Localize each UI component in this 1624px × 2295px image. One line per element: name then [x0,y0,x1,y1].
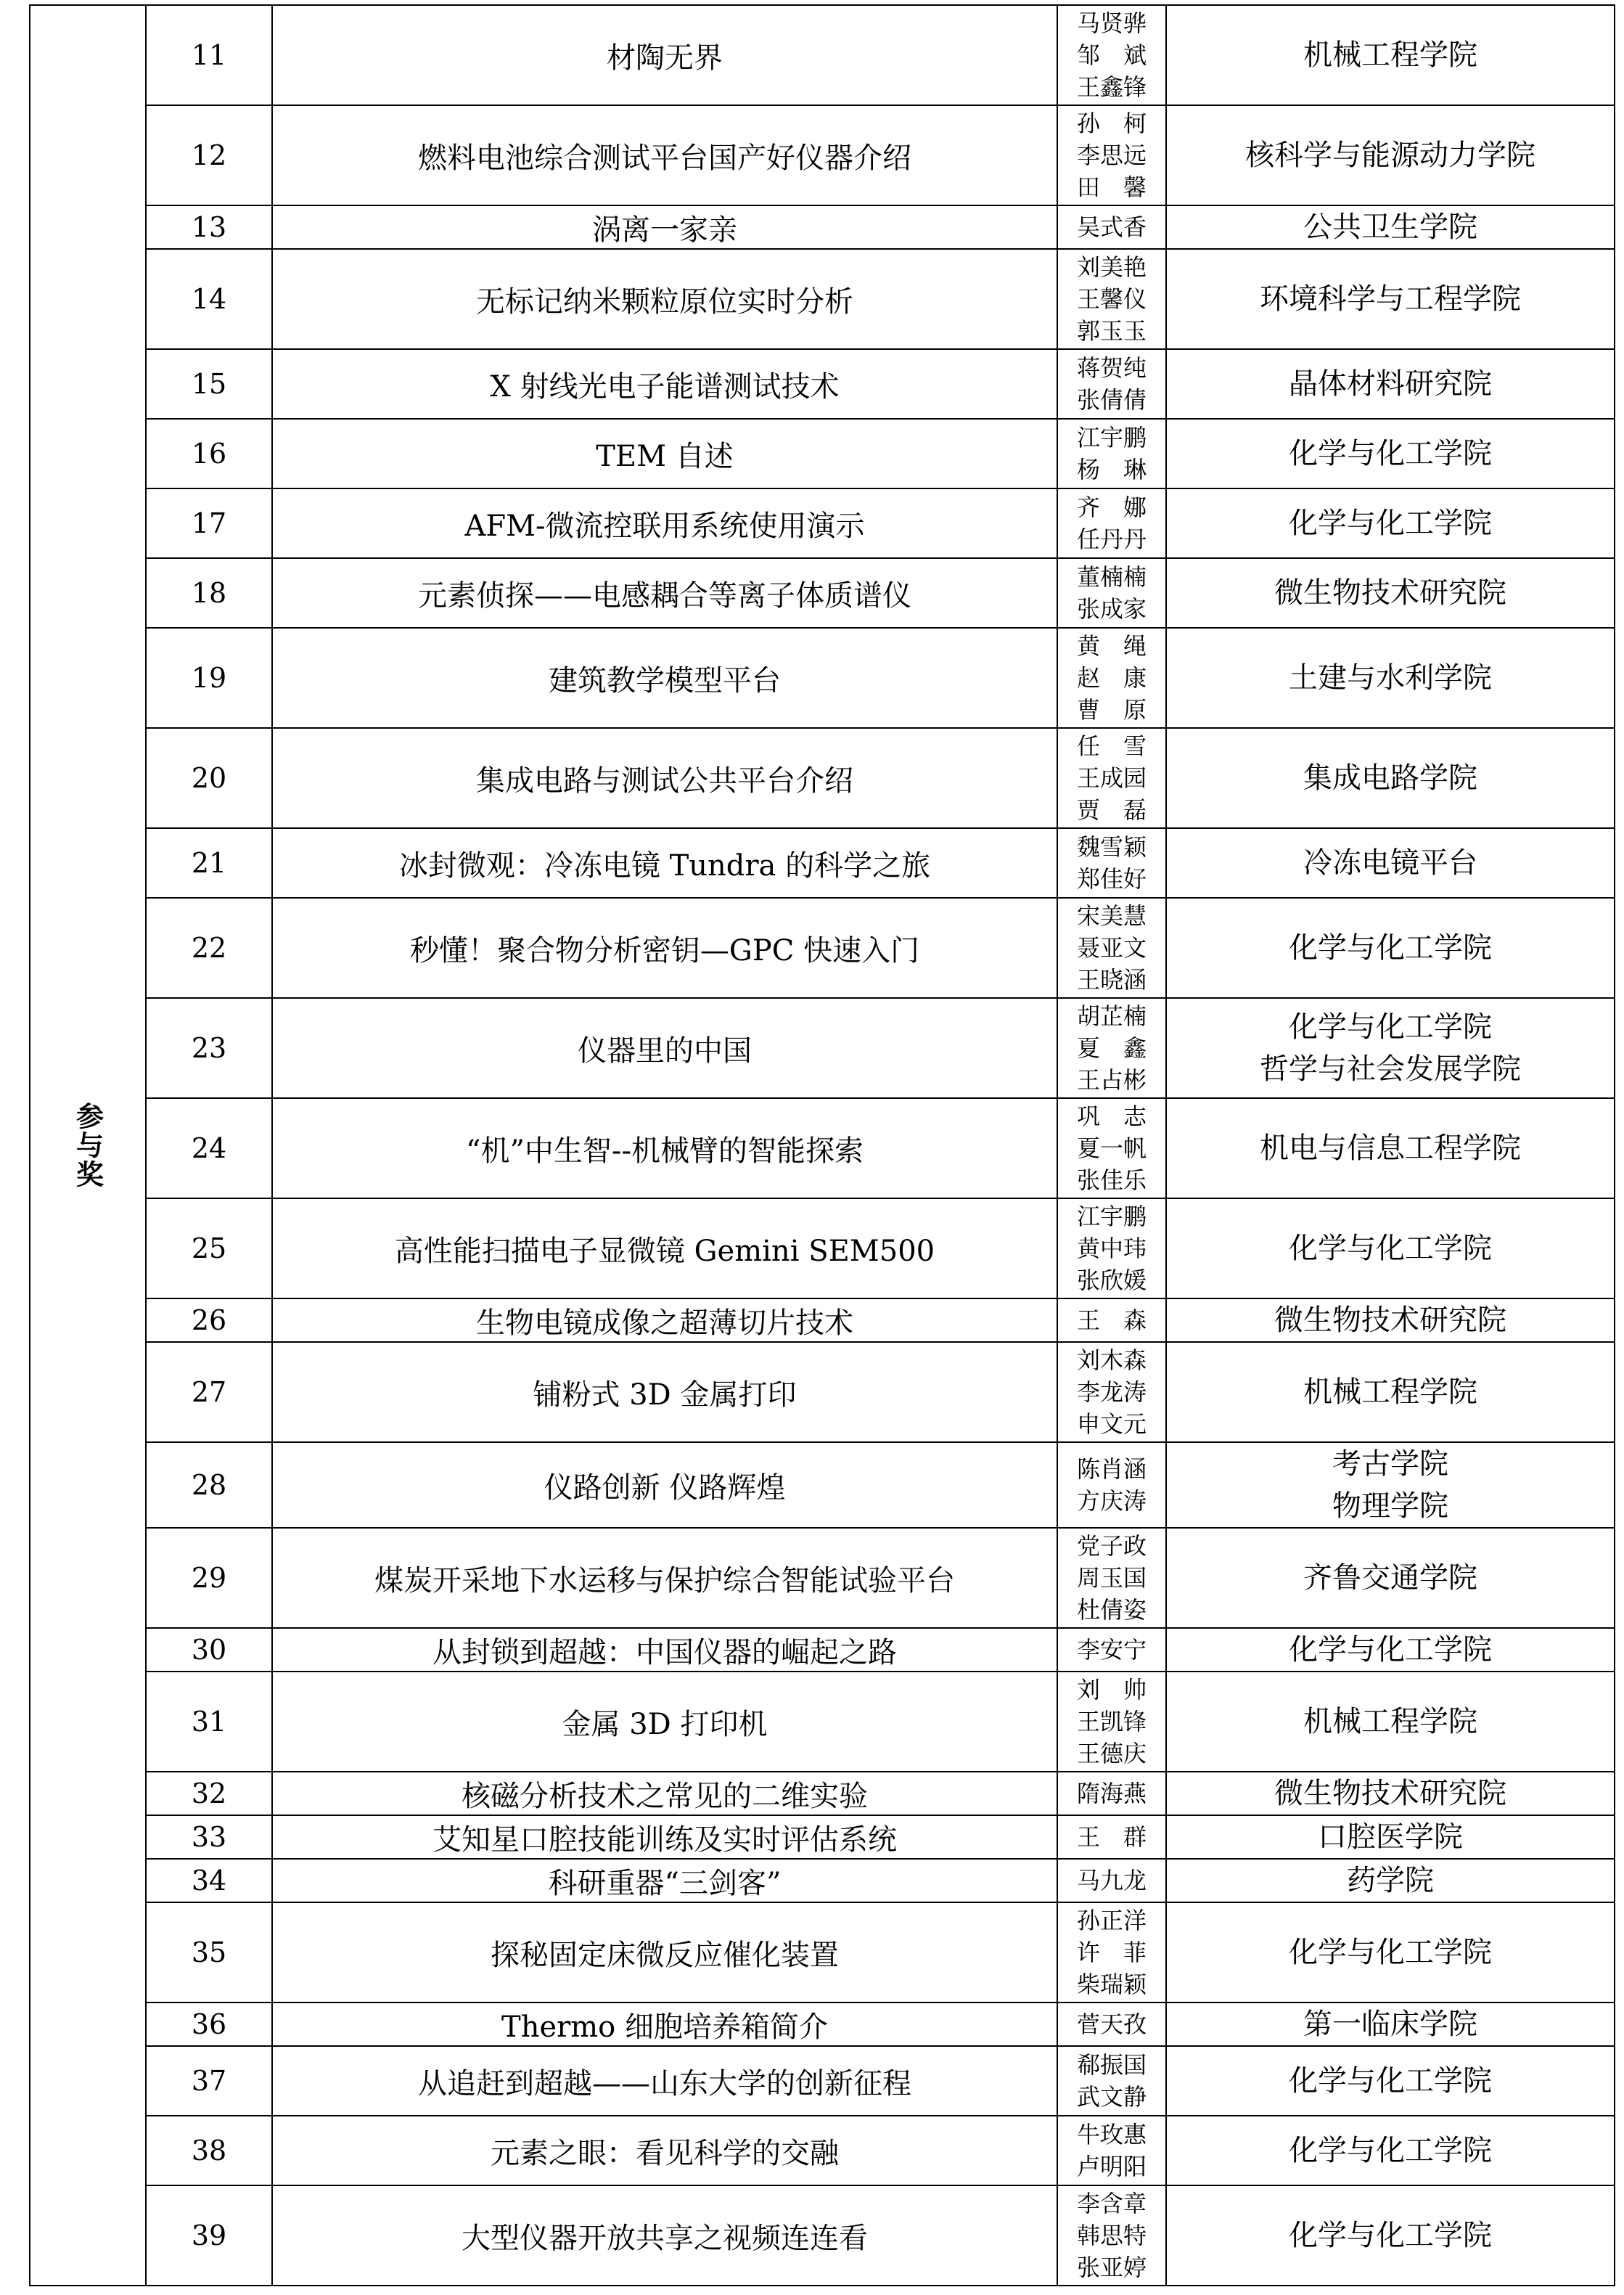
table-row [30,2046,1615,2116]
member-name: 蒋贺纯 [1076,354,1147,382]
college-cell [1166,1815,1615,1859]
member-name: 王凯锋 [1076,1708,1147,1735]
college-name: 考古学院 [1332,1447,1448,1481]
row-number: 30 [146,1628,272,1672]
work-title: 无标记纳米颗粒原位实时分析 [272,249,1057,349]
table-row [30,5,1615,105]
college-name: 核科学与能源动力学院 [1245,139,1535,172]
college-name: 物理学院 [1332,1489,1448,1523]
member-name: 孙 柯 [1076,110,1147,137]
college-cell [1166,1902,1615,2002]
member-name: 方庆涛 [1076,1487,1147,1515]
member-name: 曹 原 [1076,696,1147,724]
work-title: 秒懂！聚合物分析密钥—GPC 快速入门 [272,898,1057,998]
college-cell [1166,419,1615,488]
work-title: 集成电路与测试公共平台介绍 [272,728,1057,828]
college-name: 化学与化工学院 [1289,1232,1492,1265]
college-cell [1166,1772,1615,1815]
member-name: 王晓涵 [1076,966,1147,994]
college-name: 化学与化工学院 [1289,2064,1492,2098]
college-cell [1166,558,1615,628]
member-name: 柴瑞颖 [1076,1971,1147,1998]
row-number: 28 [146,1442,272,1528]
college-cell [1166,1628,1615,1672]
work-title: 燃料电池综合测试平台国产好仪器介绍 [272,105,1057,205]
work-title: 金属 3D 打印机 [272,1672,1057,1772]
table-row [30,488,1615,558]
member-name: 黄中玮 [1076,1235,1147,1262]
college-cell [1166,1528,1615,1628]
members-cell [1057,205,1166,249]
college-name: 集成电路学院 [1303,761,1477,795]
member-name: 卢明阳 [1076,2153,1147,2180]
college-cell [1166,998,1615,1098]
member-name: 王 森 [1076,1306,1147,1334]
table-row [30,1902,1615,2002]
college-name: 微生物技术研究院 [1274,576,1506,610]
member-name: 刘木森 [1076,1346,1147,1374]
member-name: 周玉国 [1076,1564,1147,1592]
member-name: 宋美慧 [1076,902,1147,930]
college-name: 机电与信息工程学院 [1260,1132,1521,1165]
member-name: 李安宁 [1076,1636,1147,1664]
table-row [30,2002,1615,2046]
member-name: 董楠楠 [1076,563,1147,591]
members-cell [1057,1672,1166,1772]
row-number: 33 [146,1815,272,1859]
members-cell [1057,1815,1166,1859]
work-title: 生物电镜成像之超薄切片技术 [272,1298,1057,1342]
member-name: 马贤骅 [1076,9,1147,37]
members-cell [1057,2002,1166,2046]
row-number: 11 [146,5,272,105]
row-number: 38 [146,2116,272,2185]
work-title: 铺粉式 3D 金属打印 [272,1342,1057,1442]
table-row [30,349,1615,419]
member-name: 夏 鑫 [1076,1034,1147,1062]
row-number: 26 [146,1298,272,1342]
work-title: 从封锁到超越：中国仪器的崛起之路 [272,1628,1057,1672]
member-name: 武文静 [1076,2083,1147,2111]
table-row [30,1098,1615,1198]
row-number: 31 [146,1672,272,1772]
member-name: 田 馨 [1076,173,1147,201]
work-title: 探秘固定床微反应催化装置 [272,1902,1057,2002]
row-number: 15 [146,349,272,419]
work-title: 艾知星口腔技能训练及实时评估系统 [272,1815,1057,1859]
table-row [30,1442,1615,1528]
members-cell [1057,488,1166,558]
work-title: 科研重器“三剑客” [272,1859,1057,1902]
row-number: 37 [146,2046,272,2116]
college-name: 微生物技术研究院 [1274,1777,1506,1810]
row-number: 16 [146,419,272,488]
member-name: 马九龙 [1076,1867,1147,1894]
work-title: 高性能扫描电子显微镜 Gemini SEM500 [272,1198,1057,1298]
member-name: 菅天孜 [1076,2010,1147,2038]
member-name: 王馨仪 [1076,285,1147,313]
row-number: 23 [146,998,272,1098]
table-row [30,1672,1615,1772]
college-name: 化学与化工学院 [1289,1936,1492,1969]
college-name: 晶体材料研究院 [1289,367,1492,401]
member-name: 聂亚文 [1076,934,1147,962]
members-cell [1057,5,1166,105]
member-name: 牛玫惠 [1076,2121,1147,2148]
member-name: 黄 绳 [1076,632,1147,660]
member-name: 郭玉玉 [1076,317,1147,345]
college-name: 化学与化工学院 [1289,931,1492,965]
member-name: 韩思特 [1076,2222,1147,2249]
college-name: 机械工程学院 [1303,1705,1477,1738]
member-name: 杜倩姿 [1076,1596,1147,1624]
work-title: AFM-微流控联用系统使用演示 [272,488,1057,558]
college-cell [1166,488,1615,558]
members-cell [1057,1342,1166,1442]
row-number: 22 [146,898,272,998]
row-number: 19 [146,628,272,728]
work-title: 材陶无界 [272,5,1057,105]
member-name: 魏雪颖 [1076,833,1147,861]
members-cell [1057,728,1166,828]
row-number: 20 [146,728,272,828]
member-name: 王德庆 [1076,1740,1147,1767]
award-group-label: 参与奖 [30,5,146,2286]
table-row [30,249,1615,349]
college-cell [1166,1098,1615,1198]
members-cell [1057,419,1166,488]
member-name: 巩 志 [1076,1102,1147,1130]
college-name: 土建与水利学院 [1289,661,1492,695]
work-title: 仪器里的中国 [272,998,1057,1098]
college-name: 化学与化工学院 [1289,437,1492,470]
college-name: 药学院 [1347,1864,1434,1897]
members-cell [1057,2046,1166,2116]
members-cell [1057,1298,1166,1342]
members-cell [1057,2116,1166,2185]
members-cell [1057,349,1166,419]
member-name: 贾 磊 [1076,796,1147,824]
row-number: 24 [146,1098,272,1198]
college-cell [1166,205,1615,249]
college-name: 齐鲁交通学院 [1303,1561,1477,1595]
college-cell [1166,105,1615,205]
member-name: 胡芷楠 [1076,1002,1147,1030]
member-name: 王 群 [1076,1823,1147,1851]
table-row [30,1528,1615,1628]
member-name: 李含章 [1076,2190,1147,2217]
college-cell [1166,1198,1615,1298]
table-row [30,2185,1615,2286]
member-name: 邹 斌 [1076,41,1147,69]
members-cell [1057,1198,1166,1298]
member-name: 王鑫锋 [1076,73,1147,101]
work-title: 元素侦探——电感耦合等离子体质谱仪 [272,558,1057,628]
members-cell [1057,1528,1166,1628]
college-name: 微生物技术研究院 [1274,1304,1506,1337]
work-title: 核磁分析技术之常见的二维实验 [272,1772,1057,1815]
member-name: 孙正洋 [1076,1907,1147,1934]
row-number: 25 [146,1198,272,1298]
member-name: 夏一帆 [1076,1134,1147,1162]
members-cell [1057,1902,1166,2002]
table-row [30,1198,1615,1298]
row-number: 18 [146,558,272,628]
award-table [29,4,1615,2286]
member-name: 刘 帅 [1076,1676,1147,1703]
college-name: 机械工程学院 [1303,38,1477,72]
work-title: 建筑教学模型平台 [272,628,1057,728]
member-name: 吴式香 [1076,213,1147,241]
work-title: “机”中生智--机械臂的智能探索 [272,1098,1057,1198]
members-cell [1057,1859,1166,1902]
table-row [30,1628,1615,1672]
work-title: 涡离一家亲 [272,205,1057,249]
college-cell [1166,2116,1615,2185]
college-name: 公共卫生学院 [1303,210,1477,244]
work-title: Thermo 细胞培养箱简介 [272,2002,1057,2046]
table-row [30,1298,1615,1342]
row-number: 21 [146,828,272,898]
college-cell [1166,349,1615,419]
college-cell [1166,828,1615,898]
row-number: 17 [146,488,272,558]
work-title: 大型仪器开放共享之视频连连看 [272,2185,1057,2286]
work-title: 冰封微观：冷冻电镜 Tundra 的科学之旅 [272,828,1057,898]
row-number: 12 [146,105,272,205]
row-number: 13 [146,205,272,249]
work-title: 仪路创新 仪路辉煌 [272,1442,1057,1528]
member-name: 刘美艳 [1076,253,1147,281]
member-name: 申文元 [1076,1410,1147,1438]
college-cell [1166,1298,1615,1342]
college-name: 化学与化工学院 [1289,2134,1492,2167]
table-row [30,1342,1615,1442]
member-name: 张亚婷 [1076,2254,1147,2281]
college-cell [1166,2046,1615,2116]
members-cell [1057,998,1166,1098]
member-name: 张佳乐 [1076,1166,1147,1194]
college-cell [1166,5,1615,105]
table-row [30,628,1615,728]
members-cell [1057,1442,1166,1528]
table-row [30,1859,1615,1902]
row-number: 14 [146,249,272,349]
table-row [30,828,1615,898]
table-row [30,105,1615,205]
member-name: 张欣媛 [1076,1267,1147,1294]
table-row [30,419,1615,488]
members-cell [1057,1772,1166,1815]
table-row [30,998,1615,1098]
college-cell [1166,1442,1615,1528]
work-title: 元素之眼：看见科学的交融 [272,2116,1057,2185]
row-number: 36 [146,2002,272,2046]
table-row [30,898,1615,998]
table-row [30,728,1615,828]
college-cell [1166,1859,1615,1902]
members-cell [1057,898,1166,998]
table-row [30,558,1615,628]
member-name: 郑佳好 [1076,865,1147,893]
members-cell [1057,558,1166,628]
member-name: 任丹丹 [1076,525,1147,553]
college-name: 化学与化工学院 [1289,507,1492,540]
row-number: 35 [146,1902,272,2002]
college-name: 化学与化工学院 [1289,1633,1492,1666]
college-name: 化学与化工学院 [1289,2219,1492,2252]
college-name: 口腔医学院 [1318,1820,1463,1854]
college-name: 冷冻电镜平台 [1303,846,1477,880]
member-name: 郗振国 [1076,2051,1147,2079]
college-cell [1166,2185,1615,2286]
member-name: 任 雪 [1076,732,1147,760]
college-name: 环境科学与工程学院 [1260,282,1521,316]
member-name: 陈肖涵 [1076,1455,1147,1483]
table-row [30,2116,1615,2185]
member-name: 王占彬 [1076,1066,1147,1094]
college-cell [1166,898,1615,998]
college-name: 化学与化工学院 [1289,1010,1492,1044]
table-row [30,1815,1615,1859]
member-name: 江宇鹏 [1076,424,1147,451]
members-cell [1057,1098,1166,1198]
college-cell [1166,1342,1615,1442]
members-cell [1057,2185,1166,2286]
college-name: 哲学与社会发展学院 [1260,1052,1521,1086]
college-cell [1166,1672,1615,1772]
members-cell [1057,1628,1166,1672]
row-number: 34 [146,1859,272,1902]
member-name: 江宇鹏 [1076,1203,1147,1230]
table-row [30,1772,1615,1815]
work-title: 煤炭开采地下水运移与保护综合智能试验平台 [272,1528,1057,1628]
work-title: TEM 自述 [272,419,1057,488]
work-title: X 射线光电子能谱测试技术 [272,349,1057,419]
member-name: 李龙涛 [1076,1378,1147,1406]
college-cell [1166,249,1615,349]
members-cell [1057,249,1166,349]
member-name: 党子政 [1076,1532,1147,1560]
members-cell [1057,105,1166,205]
members-cell [1057,628,1166,728]
member-name: 王成园 [1076,764,1147,792]
row-number: 39 [146,2185,272,2286]
college-cell [1166,628,1615,728]
college-cell [1166,2002,1615,2046]
member-name: 齐 娜 [1076,494,1147,521]
college-name: 机械工程学院 [1303,1375,1477,1409]
member-name: 杨 琳 [1076,456,1147,483]
member-name: 张成家 [1076,595,1147,623]
college-cell [1166,728,1615,828]
row-number: 27 [146,1342,272,1442]
member-name: 赵 康 [1076,664,1147,692]
member-name: 许 菲 [1076,1939,1147,1966]
member-name: 隋海燕 [1076,1780,1147,1807]
row-number: 32 [146,1772,272,1815]
college-name: 第一临床学院 [1303,2008,1477,2041]
row-number: 29 [146,1528,272,1628]
members-cell [1057,828,1166,898]
table-row [30,205,1615,249]
member-name: 李思远 [1076,142,1147,169]
member-name: 张倩倩 [1076,386,1147,414]
work-title: 从追赶到超越——山东大学的创新征程 [272,2046,1057,2116]
